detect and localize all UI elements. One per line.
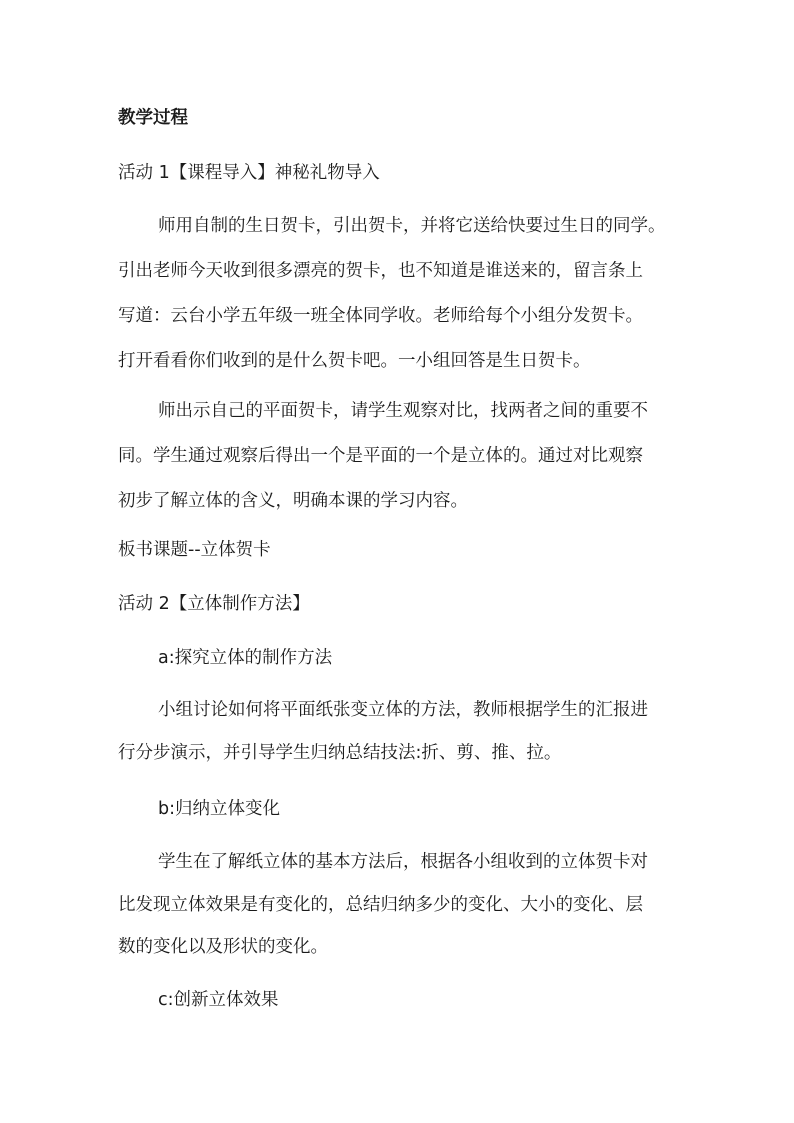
paragraph-line: 引出老师今天收到很多漂亮的贺卡，也不知道是谁送来的，留言条上 [118,261,643,281]
activity-1-heading: 活动 1【课程导入】神秘礼物导入 [118,163,380,183]
section-title: 教学过程 [118,108,188,128]
paragraph-line: 写道：云台小学五年级一班全体同学收。老师给每个小组分发贺卡。 [118,306,643,326]
subheading-c: c:创新立体效果 [158,990,279,1010]
paragraph-line: 师出示自己的平面贺卡，请学生观察对比，找两者之间的重要不 [158,401,648,421]
activity-2-heading: 活动 2【立体制作方法】 [118,594,310,614]
paragraph-line: 数的变化以及形状的变化。 [118,937,328,957]
subheading-a: a:探究立体的制作方法 [158,648,333,668]
subheading-b: b:归纳立体变化 [158,799,281,819]
paragraph-line: 行分步演示，并引导学生归纳总结技法:折、剪、推、拉。 [118,743,562,763]
paragraph-line: 初步了解立体的含义，明确本课的学习内容。 [118,491,468,511]
paragraph-line: 同。学生通过观察后得出一个是平面的一个是立体的。通过对比观察 [118,446,643,466]
paragraph-line: 师用自制的生日贺卡，引出贺卡，并将它送给快要过生日的同学。 [158,216,666,236]
paragraph-line: 比发现立体效果是有变化的，总结归纳多少的变化、大小的变化、层 [118,895,643,915]
paragraph-line: 打开看看你们收到的是什么贺卡吧。一小组回答是生日贺卡。 [118,351,591,371]
paragraph-line: 小组讨论如何将平面纸张变立体的方法，教师根据学生的汇报进 [158,700,648,720]
board-title: 板书课题--立体贺卡 [118,540,271,560]
paragraph-line: 学生在了解纸立体的基本方法后，根据各小组收到的立体贺卡对 [158,852,648,872]
